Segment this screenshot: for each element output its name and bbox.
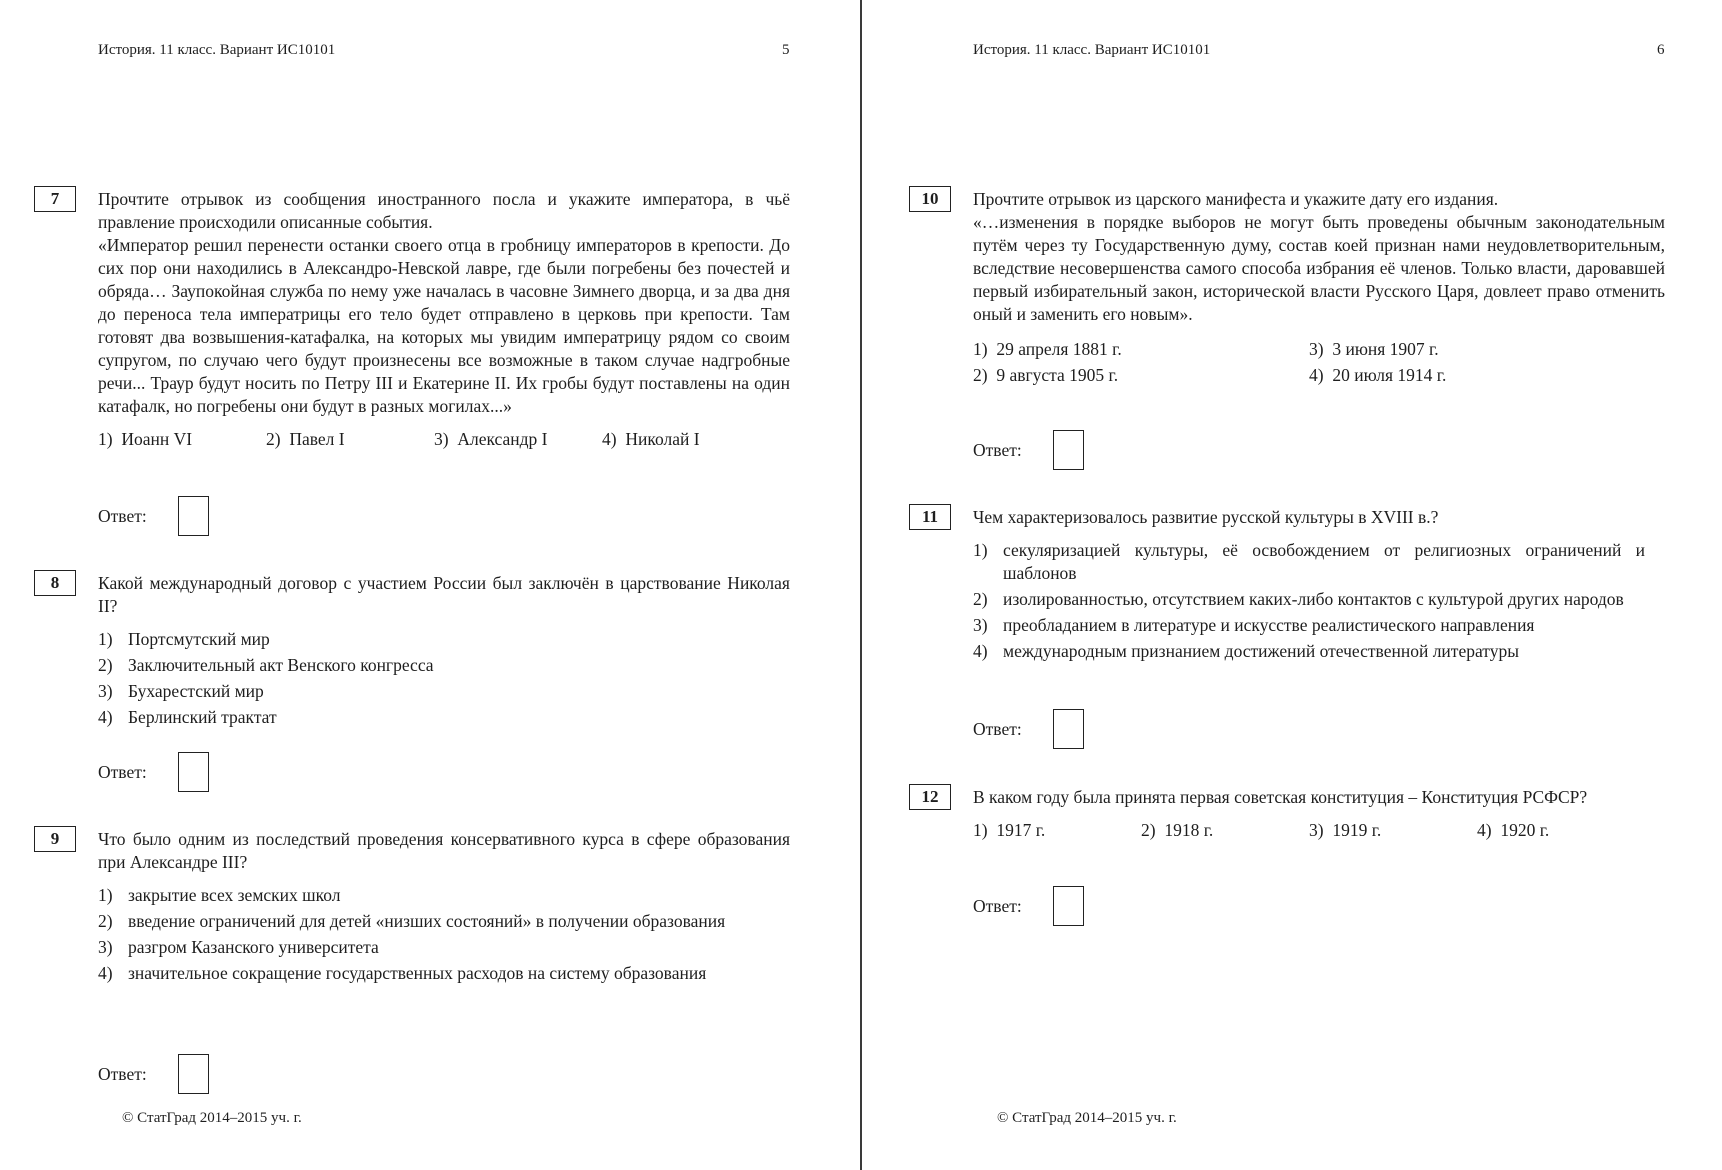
answer-label: Ответ:: [98, 506, 147, 526]
question-text: Что было одним из последствий проведения консервативного курса в сфере образования при Александре III?: [98, 829, 790, 872]
option-3: 3) разгром Казанского университета: [98, 937, 379, 957]
option-1: 1) Иоанн VI: [98, 429, 193, 449]
question-number-9: 9: [34, 826, 76, 852]
answer-label: Ответ:: [98, 1064, 147, 1084]
answer-label: Ответ:: [973, 440, 1022, 460]
option-4: 4) 1920 г.: [1477, 820, 1550, 840]
options-row-2: [973, 364, 1665, 390]
answer-box-8[interactable]: [178, 752, 209, 792]
question-11: [973, 506, 1665, 666]
page-divider: [860, 0, 862, 1170]
question-number-10: 10: [909, 186, 951, 212]
page-footer: © СтатГрад 2014–2015 уч. г.: [122, 1110, 302, 1126]
option-3: 3) 1919 г.: [1309, 820, 1382, 840]
question-text: Чем характеризовалось развитие русской культуры в XVIII в.?: [973, 507, 1439, 527]
page-footer: © СтатГрад 2014–2015 уч. г.: [997, 1110, 1177, 1126]
question-number-11: 11: [909, 504, 951, 530]
option-1: 1) 1917 г.: [973, 820, 1046, 840]
option-3: 3) 3 июня 1907 г.: [1309, 339, 1439, 359]
option-4: 4) Берлинский трактат: [98, 707, 277, 727]
question-number-8: 8: [34, 570, 76, 596]
answer-box-9[interactable]: [178, 1054, 209, 1094]
question-12: [973, 786, 1665, 845]
right-page: [875, 0, 1722, 1170]
option-1: 1) Портсмутский мир: [98, 629, 270, 649]
option-2: 2) 9 августа 1905 г.: [973, 365, 1119, 385]
question-8: [98, 572, 790, 732]
option-4: 4) Николай I: [602, 429, 700, 449]
options-row: [98, 428, 790, 454]
question-7: [98, 188, 790, 454]
page-number: 6: [1657, 42, 1665, 58]
options-list: [98, 628, 790, 729]
option-2: 2) введение ограничений для детей «низших состояний» в получении образования: [98, 911, 726, 931]
question-text: Прочтите отрывок из сообщения иностранного посла и укажите императора, в чьё правление происходили описанные события.: [98, 189, 790, 232]
options-row-1: [973, 338, 1665, 364]
option-3: 3) преобладанием в литературе и искусстве реалистического направления: [973, 615, 1535, 635]
option-4: 4) международным признанием достижений отечественной литературы: [973, 641, 1519, 661]
options-list: [973, 539, 1645, 663]
page-header: История. 11 класс. Вариант ИС10101: [98, 42, 336, 58]
options-list: [98, 884, 770, 985]
option-2: 2) Заключительный акт Венского конгресса: [98, 655, 434, 675]
option-3: 3) Александр I: [434, 429, 548, 449]
option-1: 1) закрытие всех земских школ: [98, 885, 341, 905]
option-1: 1) секуляризацией культуры, её освобождением от религиозных ограничений и шаблонов: [973, 540, 1645, 583]
question-quote: «…изменения в порядке выборов не могут быть проведены обычным законодательным путём через ту Государственную думу, состав коей признан нами неудовлетворительным, вследствие несовершенства самого способа избрания её членов. Только власти, даровавшей первый избирательный закон, исторической власти Русского Царя, довлеет право отменить оный и заменить его новым».: [973, 212, 1665, 324]
question-number-12: 12: [909, 784, 951, 810]
option-2: 2) Павел I: [266, 429, 345, 449]
answer-box-7[interactable]: [178, 496, 209, 536]
answer-label: Ответ:: [973, 896, 1022, 916]
left-page: [0, 0, 860, 1170]
option-4: 4) значительное сокращение государственных расходов на систему образования: [98, 963, 707, 983]
option-3: 3) Бухарестский мир: [98, 681, 264, 701]
option-2: 2) изолированностью, отсутствием каких-либо контактов с культурой других народов: [973, 589, 1624, 609]
question-number-7: 7: [34, 186, 76, 212]
question-9: [98, 828, 790, 988]
option-2: 2) 1918 г.: [1141, 820, 1214, 840]
question-text: Какой международный договор с участием России был заключён в царствование Николая II?: [98, 573, 790, 616]
answer-label: Ответ:: [973, 719, 1022, 739]
option-1: 1) 29 апреля 1881 г.: [973, 339, 1122, 359]
answer-box-11[interactable]: [1053, 709, 1084, 749]
answer-box-12[interactable]: [1053, 886, 1084, 926]
question-text: В каком году была принята первая советская конституция – Конституция РСФСР?: [973, 787, 1588, 807]
options-row: [973, 819, 1665, 845]
question-text: Прочтите отрывок из царского манифеста и укажите дату его издания.: [973, 189, 1499, 209]
answer-label: Ответ:: [98, 762, 147, 782]
page-number: 5: [782, 42, 790, 58]
option-4: 4) 20 июля 1914 г.: [1309, 365, 1447, 385]
answer-box-10[interactable]: [1053, 430, 1084, 470]
question-10: [973, 188, 1665, 390]
page-header: История. 11 класс. Вариант ИС10101: [973, 42, 1211, 58]
question-quote: «Император решил перенести останки своего отца в гробницу императоров в крепости. До сих пор они находились в Александро-Невской лавре, где были погребены без почестей и обряда… Заупокойная служба по нему уже началась в часовне Зимнего дворца, и за два дня до переноса тела императрицы его тело будет отправлено в церковь при крепости. Там готовят два возвышения-катафалка, на которых мы увидим императрицу рядом со своим супругом, по случаю чего будут произнесены все возможные в таком случае надгробные речи... Траур будут носить по Петру III и Екатерине II. Их гробы будут поставлены на один катафалк, но погребены они будут в разных могилах...»: [98, 235, 790, 416]
